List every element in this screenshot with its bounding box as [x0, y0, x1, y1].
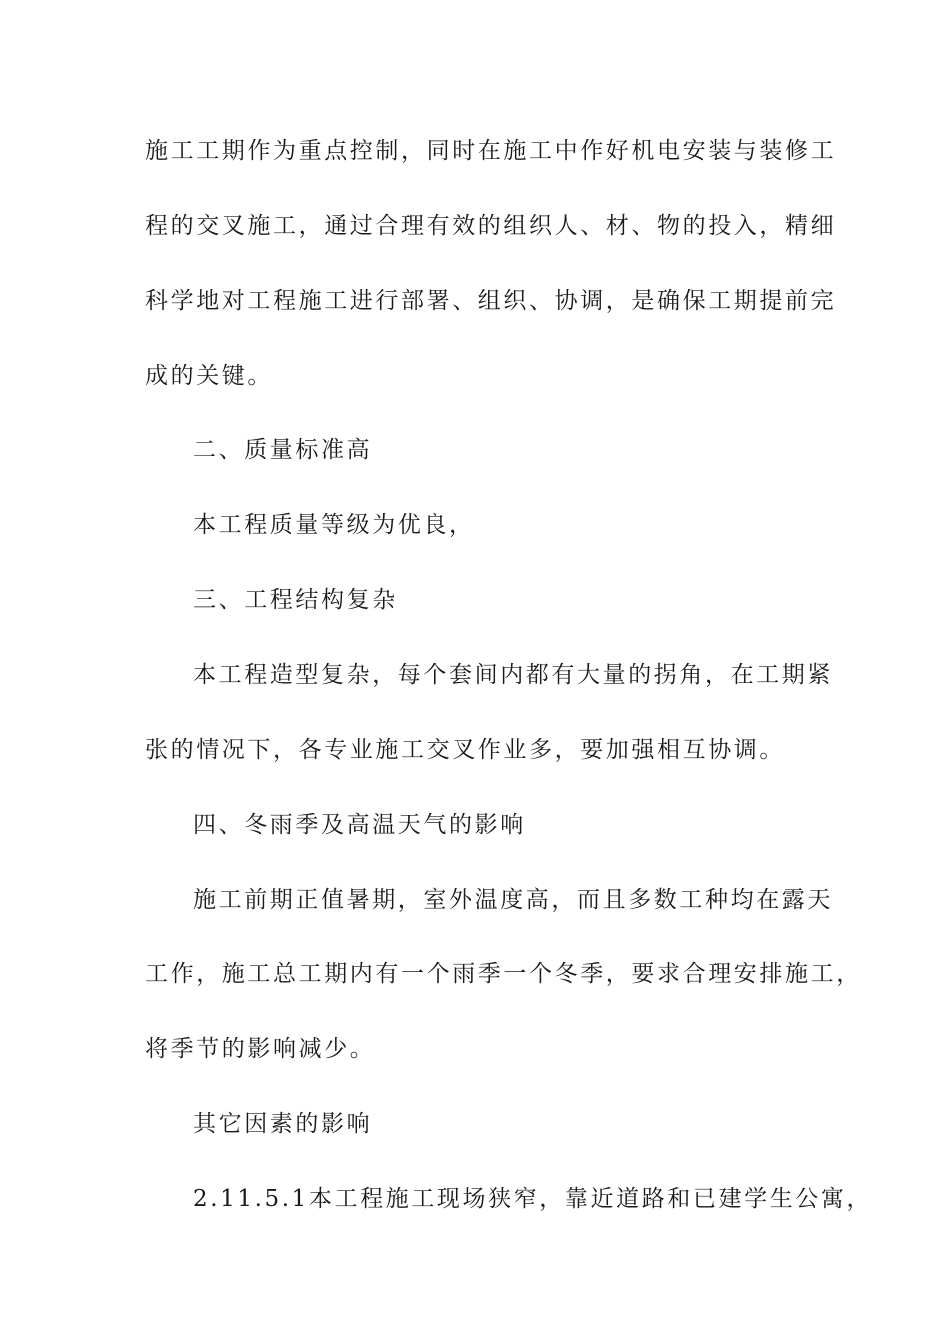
- section-heading: 三、工程结构复杂: [193, 587, 398, 613]
- paragraph-line: 科学地对工程施工进行部署、组织、协调，是确保工期提前完: [145, 288, 837, 314]
- paragraph-line: 张的情况下，各专业施工交叉作业多，要加强相互协调。: [145, 737, 785, 763]
- paragraph-line: 工作，施工总工期内有一个雨季一个冬季，要求合理安排施工，: [145, 961, 862, 987]
- paragraph-line: 本工程造型复杂，每个套间内都有大量的拐角，在工期紧: [193, 662, 833, 688]
- paragraph-line: 成的关键。: [145, 363, 273, 389]
- paragraph-line: 程的交叉施工，通过合理有效的组织人、材、物的投入，精细: [145, 213, 837, 239]
- section-heading: 其它因素的影响: [193, 1111, 373, 1137]
- section-heading: 二、质量标准高: [193, 437, 373, 463]
- paragraph-line: 施工工期作为重点控制，同时在施工中作好机电安装与装修工: [145, 138, 837, 164]
- paragraph-line: 本工程质量等级为优良，: [193, 512, 475, 538]
- paragraph-line: 2.11.5.1本工程施工现场狭窄，靠近道路和已建学生公寓，: [193, 1186, 873, 1212]
- section-heading: 四、冬雨季及高温天气的影响: [193, 812, 526, 838]
- paragraph-line: 施工前期正值暑期，室外温度高，而且多数工种均在露天: [193, 887, 833, 913]
- paragraph-line: 将季节的影响减少。: [145, 1036, 376, 1062]
